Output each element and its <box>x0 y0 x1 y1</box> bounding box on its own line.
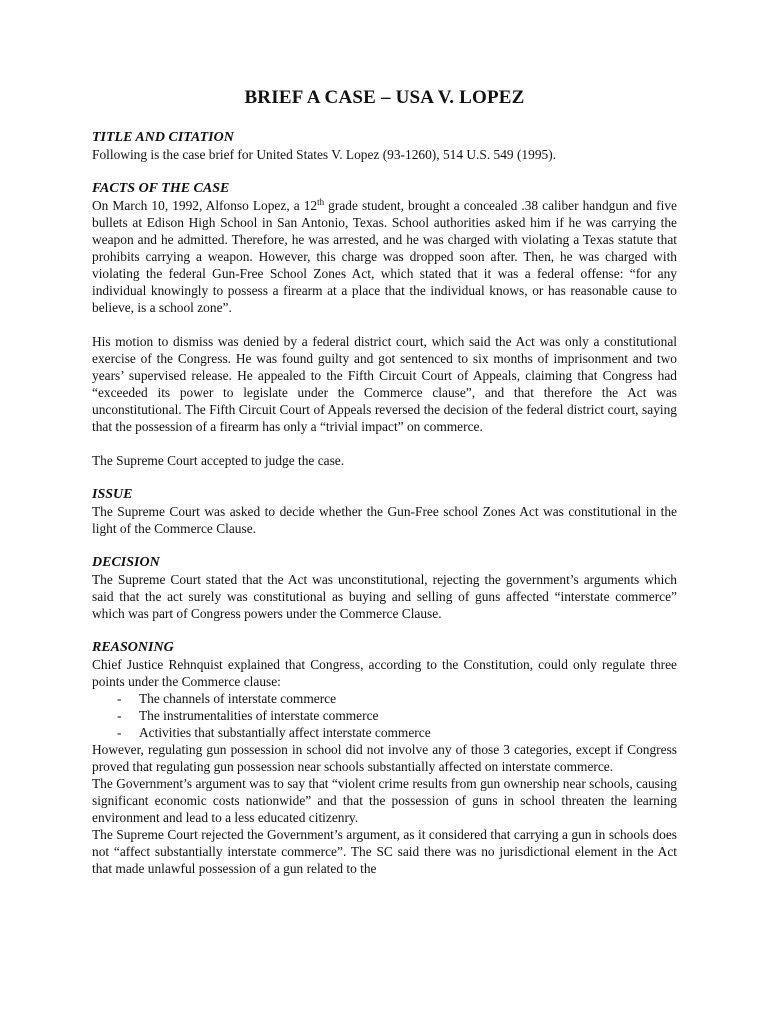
list-item <box>117 707 677 724</box>
facts-p1-start: On March 10, 1992, Alfonso Lopez, a 12 <box>92 198 318 213</box>
section-heading: REASONING <box>92 640 174 655</box>
section-facts <box>92 180 677 469</box>
facts-paragraph-1 <box>92 197 677 316</box>
section-heading: TITLE AND CITATION <box>92 130 234 145</box>
section-heading: FACTS OF THE CASE <box>92 181 230 196</box>
facts-paragraph-3: The Supreme Court accepted to judge the case. <box>92 453 345 468</box>
reasoning-paragraph-3: The Supreme Court rejected the Government’s argument, as it considered that carrying a gun in schools does not “affect substantially interstate commerce”. The SC said there was no jurisdictional element in the Act that made unlawful possession of a gun related to the <box>92 827 677 876</box>
bullet-dash: - <box>117 691 122 706</box>
citation-paragraph: Following is the case brief for United States V. Lopez (93-1260), 514 U.S. 549 (1995). <box>92 147 557 162</box>
list-item-text: The channels of interstate commerce <box>139 691 337 706</box>
section-issue <box>92 486 677 537</box>
facts-p1-rest: grade student, brought a concealed .38 caliber handgun and five bullets at Edison High School in San Antonio, Texas. School authorities asked him if he was carrying the weapon and he admitted. Therefore, he was arrested, and he was charged with violating a Texas statute that prohibits carrying a weapon. However, this charge was dropped soon after. Then, he was charged with violating the federal Gun-Free School Zones Act, which stated that it was a federal offense: “for any individual knowingly to possess a firearm at a place that the individual knows, or has reasonable cause to believe, is a school zone”. <box>92 198 677 315</box>
facts-paragraph-2: His motion to dismiss was denied by a federal district court, which said the Act was only a constitutional exercise of the Congress. He was found guilty and got sentenced to six months of imprisonment and two years’ supervised release. He appealed to the Fifth Circuit Court of Appeals, claiming that Congress had “exceeded its power to legislate under the Commerce clause”, and that therefore the Act was unconstitutional. The Fifth Circuit Court of Appeals reversed the decision of the federal district court, saying that the possession of a firearm has only a “trivial impact” on commerce. <box>92 334 677 434</box>
ordinal-superscript: th <box>317 197 325 207</box>
bullet-dash: - <box>117 725 122 740</box>
decision-paragraph: The Supreme Court stated that the Act was unconstitutional, rejecting the government’s arguments which said that the act surely was constitutional as buying and selling of guns affected “interstate commerce” which was part of Congress powers under the Commerce Clause. <box>92 572 677 621</box>
document-title: BRIEF A CASE – USA V. LOPEZ <box>244 87 525 108</box>
list-item <box>117 724 677 741</box>
list-item-text: The instrumentalities of interstate commerce <box>139 708 379 723</box>
section-decision <box>92 554 677 622</box>
section-title-citation <box>92 129 677 163</box>
bullet-dash: - <box>117 708 122 723</box>
section-heading: ISSUE <box>92 487 133 502</box>
reasoning-paragraph-1: However, regulating gun possession in school did not involve any of those 3 categories, except if Congress proved that regulating gun possession near schools substantially affected on interstate commerce. <box>92 742 677 774</box>
reasoning-bullet-list <box>92 690 677 741</box>
section-heading: DECISION <box>92 555 160 570</box>
section-reasoning <box>92 639 677 877</box>
list-item <box>117 690 677 707</box>
list-item-text: Activities that substantially affect interstate commerce <box>139 725 431 740</box>
reasoning-intro: Chief Justice Rehnquist explained that Congress, according to the Constitution, could only regulate three points under the Commerce clause: <box>92 657 677 689</box>
issue-paragraph: The Supreme Court was asked to decide whether the Gun-Free school Zones Act was constitutional in the light of the Commerce Clause. <box>92 504 677 536</box>
reasoning-paragraph-2: The Government’s argument was to say that “violent crime results from gun ownership near schools, causing significant economic costs nationwide” and that the possession of guns in school threaten the learning environment and lead to a less educated citizenry. <box>92 776 677 825</box>
